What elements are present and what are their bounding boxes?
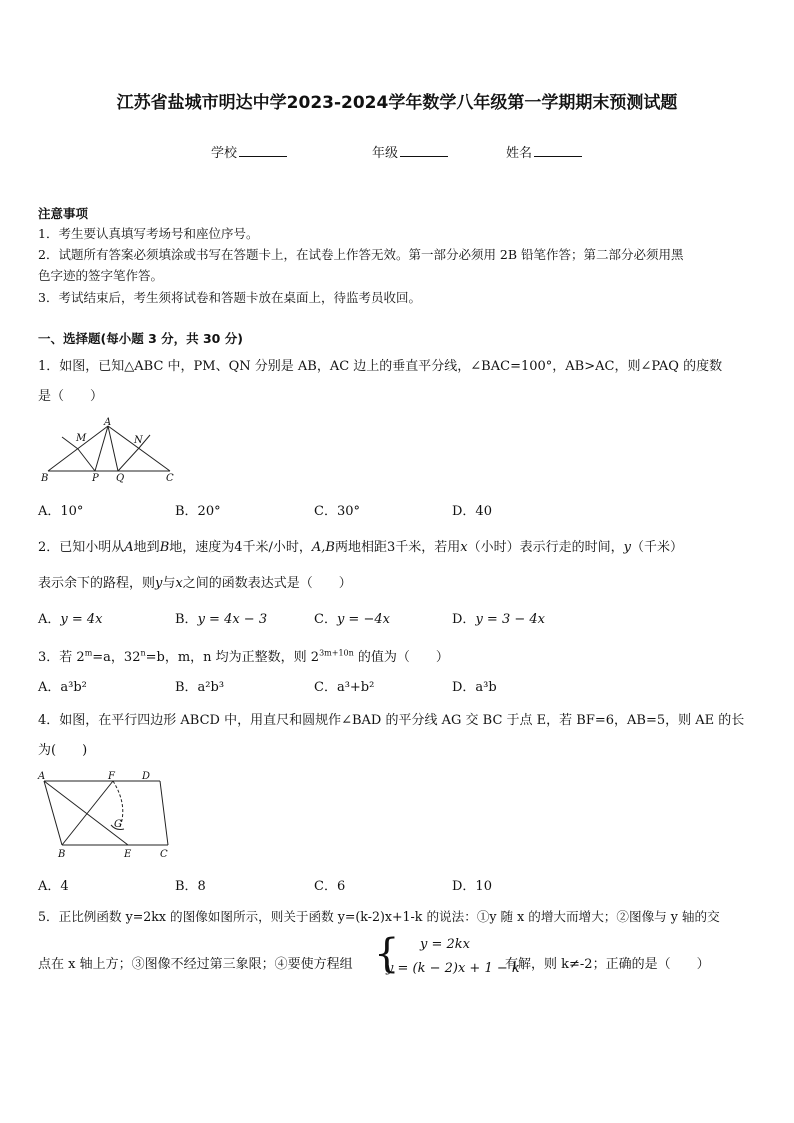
option-d[interactable]: D．a³b: [452, 680, 497, 695]
figure-label-c: C: [166, 473, 174, 484]
option-b[interactable]: B．a²b³: [175, 680, 225, 695]
option-label: C．: [314, 612, 337, 627]
q2-text-part: 2．已知小明从: [38, 540, 125, 555]
q2-text-part: 之间的函数表达式是（ ）: [182, 576, 352, 591]
option-expression: y = 4x − 3: [197, 612, 268, 627]
page-title: 江苏省盐城市明达中学2023-2024学年数学八年级第一学期期末预测试题: [116, 93, 678, 113]
notice-item: 色字迹的签字笔作答。: [38, 268, 164, 283]
figure-label-a: A: [38, 771, 46, 782]
grade-blank[interactable]: [400, 144, 448, 157]
figure-label-q: Q: [116, 473, 125, 484]
option-c[interactable]: C．6: [314, 879, 346, 894]
q2-text-part: 地到: [133, 540, 160, 555]
notice-item: 2．试题所有答案必须填涂或书写在答题卡上，在试卷上作答无效。第一部分必须用 2B 铅笔作答；第二部分必须用黑: [38, 247, 684, 262]
figure-label-c: C: [160, 849, 168, 860]
q2-text-part: 与: [162, 576, 176, 591]
equation-brace: {: [374, 931, 400, 977]
question-1-text-2: 是（ ）: [38, 389, 104, 404]
triangle-figure-q1: [38, 415, 184, 485]
notice-item: 3．考试结束后，考生须将试卷和答题卡放在桌面上，待监考员收回。: [38, 290, 421, 305]
q3-exponent: n: [140, 648, 146, 658]
name-label: 姓名: [506, 146, 533, 161]
q3-text-part: =a，32: [92, 650, 141, 665]
option-c[interactable]: [314, 608, 390, 627]
q3-text-part: 的值为（ ）: [353, 650, 449, 665]
option-b[interactable]: [175, 608, 267, 627]
figure-label-d: D: [142, 771, 151, 782]
option-d[interactable]: D．40: [452, 504, 492, 519]
parallelogram-figure-q4: [36, 765, 176, 861]
school-field[interactable]: [211, 142, 287, 161]
figure-label-p: P: [92, 473, 99, 484]
option-label: B．: [175, 612, 198, 627]
question-1-text: 1．如图，已知△ABC 中，PM、QN 分别是 AB，AC 边上的垂直平分线，∠BAC=100°，AB>AC，则∠PAQ 的度数: [38, 359, 723, 374]
option-c[interactable]: C．30°: [314, 504, 360, 519]
option-b[interactable]: B．20°: [175, 504, 221, 519]
figure-label-e: E: [124, 849, 132, 860]
q2-text-part: （小时）表示行走的时间，: [467, 540, 624, 555]
equation-2: y = (k − 2)x + 1 − k: [386, 961, 520, 976]
q2-text-part: 表示余下的路程，则: [38, 576, 156, 591]
equation-1: y = 2kx: [420, 937, 470, 952]
question-4-text: 4．如图，在平行四边形 ABCD 中，用直尺和圆规作∠BAD 的平分线 AG 交 BC 于点 E，若 BF=6，AB=5，则 AE 的长: [38, 713, 745, 728]
notice-heading: 注意事项: [38, 206, 89, 221]
option-label: D．: [452, 612, 476, 627]
grade-label: 年级: [372, 146, 399, 161]
name-blank[interactable]: [534, 144, 582, 157]
grade-field[interactable]: [372, 142, 448, 161]
option-a[interactable]: A．4: [38, 879, 69, 894]
question-4-text-2: 为( ): [38, 743, 88, 758]
question-5-text-3: 有解，则 k≠-2；正确的是（ ）: [505, 957, 710, 972]
option-d[interactable]: [452, 608, 545, 627]
q2-var-ab: A,B: [311, 540, 335, 555]
option-c[interactable]: C．a³+b²: [314, 680, 375, 695]
option-expression: y = −4x: [336, 612, 390, 627]
question-5-text: 5．正比例函数 y=2kx 的图像如图所示，则关于函数 y=(k-2)x+1-k 的说法：①y 随 x 的增大而增大；②图像与 y 轴的交: [38, 909, 720, 924]
notice-item: 1．考生要认真填写考场号和座位序号。: [38, 226, 259, 241]
question-3-text: [38, 646, 449, 665]
option-b[interactable]: B．8: [175, 879, 206, 894]
q3-exponent: 3m+10n: [319, 648, 354, 658]
q3-text-part: =b，m，n 均为正整数，则 2: [145, 650, 320, 665]
q2-text-part: 两地相距3千米，若用: [334, 540, 461, 555]
option-expression: y = 4x: [60, 612, 103, 627]
option-a[interactable]: [38, 608, 103, 627]
figure-label-b: B: [41, 473, 49, 484]
q2-text-part: 地，速度为4千米/小时，: [169, 540, 312, 555]
q2-var-x: x: [460, 540, 468, 555]
q3-exponent: m: [84, 648, 93, 658]
name-field[interactable]: [506, 142, 582, 161]
option-a[interactable]: A．10°: [38, 504, 84, 519]
option-d[interactable]: D．10: [452, 879, 492, 894]
figure-label-n: N: [134, 435, 143, 446]
option-expression: y = 3 − 4x: [475, 612, 545, 627]
figure-label-b: B: [58, 849, 66, 860]
school-blank[interactable]: [239, 144, 287, 157]
section-heading: 一、选择题(每小题 3 分，共 30 分): [38, 331, 243, 346]
q2-text-part: （千米）: [630, 540, 683, 555]
q2-var-b: B: [159, 540, 170, 555]
figure-label-f: F: [108, 771, 115, 782]
school-label: 学校: [211, 146, 238, 161]
option-a[interactable]: A．a³b²: [38, 680, 87, 695]
figure-label-m: M: [76, 433, 87, 444]
q2-var-x: x: [175, 576, 183, 591]
figure-label-g: G: [114, 819, 122, 830]
question-2-text: [38, 536, 683, 555]
question-2-text-2: [38, 572, 352, 591]
figure-label-a: A: [104, 417, 112, 428]
q2-var-a: A: [124, 540, 134, 555]
option-label: A．: [38, 612, 61, 627]
question-5-text-2: 点在 x 轴上方；③图像不经过第三象限；④要使方程组: [38, 957, 353, 972]
q3-text-part: 3．若 2: [38, 650, 85, 665]
q2-var-y: y: [623, 540, 631, 555]
q2-var-y: y: [155, 576, 163, 591]
